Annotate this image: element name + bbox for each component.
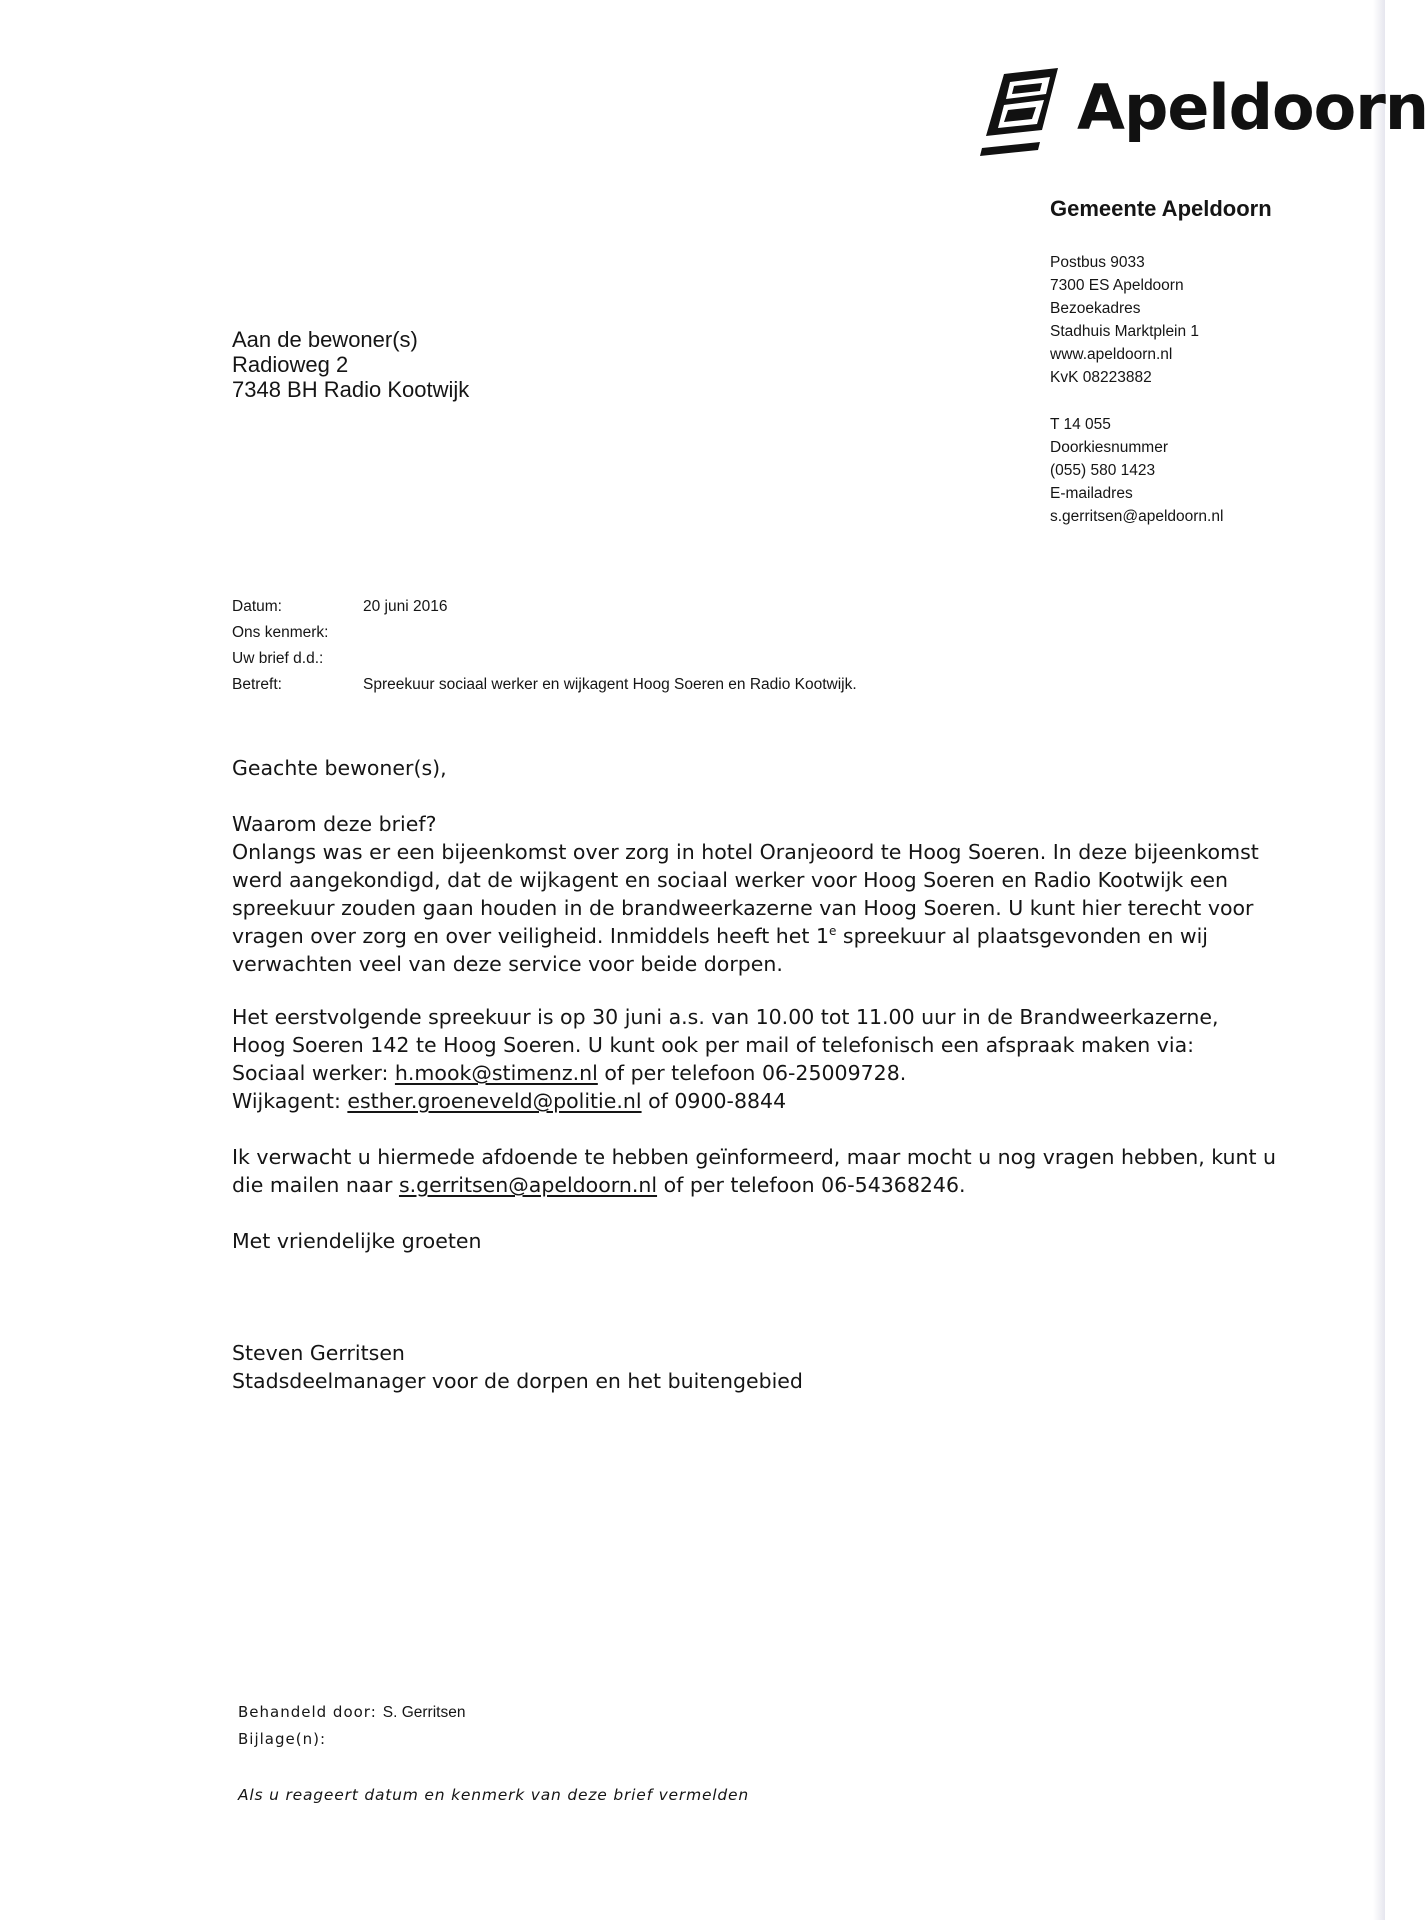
subject-label: Betreft: [232,676,282,693]
line-text: Sociaal werker: [232,1061,395,1085]
paragraph-line [232,922,1317,950]
paragraph-line: verwachten veel van deze service voor beide dorpen. [232,952,783,976]
line-text: vragen over zorg en over veiligheid. Inmiddels heeft het 1 [232,924,829,948]
police-officer-line [232,1087,1317,1115]
paragraph-line: werd aangekondigd, dat de wijkagent en sociaal werker voor Hoog Soeren en Radio Kootwijk een [232,868,1228,892]
your-letter-label: Uw brief d.d.: [232,650,324,667]
sender-email-link[interactable]: s.gerritsen@apeldoorn.nl [398,1173,658,1197]
apeldoorn-logo [980,62,1428,158]
recipient-city: 7348 BH Radio Kootwijk [232,377,470,402]
subject-value: Spreekuur sociaal werker en wijkagent Hoog Soeren en Radio Kootwijk. [363,676,857,693]
paragraph-line: Het eerstvolgende spreekuur is op 30 juni a.s. van 10.00 tot 11.00 uur in de Brandweerkazerne, [232,1005,1219,1029]
date-value: 20 juni 2016 [363,598,448,615]
police-officer-email-link[interactable]: esther.groeneveld@politie.nl [347,1089,642,1113]
handled-by-label: Behandeld door: [238,1703,377,1721]
paragraph-line: spreekuur zouden gaan houden in de brandweerkazerne van Hoog Soeren. U kunt hier terecht voor [232,896,1254,920]
paragraph-appointment [232,1003,1317,1115]
sender-email[interactable]: s.gerritsen@apeldoorn.nl [1050,508,1224,525]
paragraph-line: Ik verwacht u hiermede afdoende te hebben geïnformeerd, maar mocht u nog vragen hebben, kunt u [232,1145,1277,1169]
ordinal-suffix: e [829,924,837,939]
recipient-name: Aan de bewoner(s) [232,327,418,352]
logo-wordmark: Apeldoorn [1077,71,1428,144]
signer-name: Steven Gerritsen [232,1341,405,1365]
recipient-address [232,327,469,402]
date-label: Datum: [232,598,282,615]
page-edge-shadow [1373,0,1385,1920]
signer-title: Stadsdeelmanager voor de dorpen en het buitengebied [232,1369,803,1393]
line-text: of per telefoon 06-25009728. [597,1061,907,1085]
attachments-label: Bijlage(n): [238,1730,326,1748]
postbus: Postbus 9033 [1050,254,1145,271]
signature-block [232,1339,1317,1395]
paragraph-why [232,810,1317,978]
email-label: E-mailadres [1050,485,1133,502]
phone-main: T 14 055 [1050,416,1111,433]
paragraph-questions [232,1143,1317,1199]
contact-phone-block [1050,413,1223,528]
social-worker-email-link[interactable]: h.mook@stimenz.nl [394,1061,598,1085]
contact-address-block [1050,251,1199,389]
section-heading: Waarom deze brief? [232,812,437,836]
reply-note: Als u reageert datum en kenmerk van deze brief vermelden [238,1786,750,1804]
organization-name: Gemeente Apeldoorn [1050,196,1272,221]
closing: Met vriendelijke groeten [232,1229,482,1253]
line-text: Wijkagent: [232,1089,348,1113]
handled-by-value: S. Gerritsen [382,1704,466,1721]
social-worker-line [232,1059,1317,1087]
line-text: of 0900-8844 [641,1089,787,1113]
line-text: of per telefoon 06-54368246. [657,1173,966,1197]
line-text: spreekuur al plaatsgevonden en wij [836,924,1209,948]
paragraph-line: Onlangs was er een bijeenkomst over zorg in hotel Oranjeoord te Hoog Soeren. In deze bijeenkomst [232,840,1259,864]
greeting: Geachte bewoner(s), [232,756,447,780]
postal-city: 7300 ES Apeldoorn [1050,277,1184,294]
apeldoorn-logo-mark-icon [980,64,1060,158]
line-text: die mailen naar [232,1173,399,1197]
kvk-number: KvK 08223882 [1050,369,1152,386]
reference-label: Ons kenmerk: [232,624,329,641]
paragraph-line: Hoog Soeren 142 te Hoog Soeren. U kunt ook per mail of telefonisch een afspraak maken via: [232,1033,1195,1057]
visit-address-label: Bezoekadres [1050,300,1141,317]
recipient-street: Radioweg 2 [232,352,349,377]
attachments-row [238,1730,326,1748]
website-link[interactable]: www.apeldoorn.nl [1050,346,1173,363]
paragraph-line [232,1171,1317,1199]
direct-number: (055) 580 1423 [1050,462,1156,479]
visit-address: Stadhuis Marktplein 1 [1050,323,1200,340]
handled-by-row [238,1703,465,1722]
direct-number-label: Doorkiesnummer [1050,439,1169,456]
